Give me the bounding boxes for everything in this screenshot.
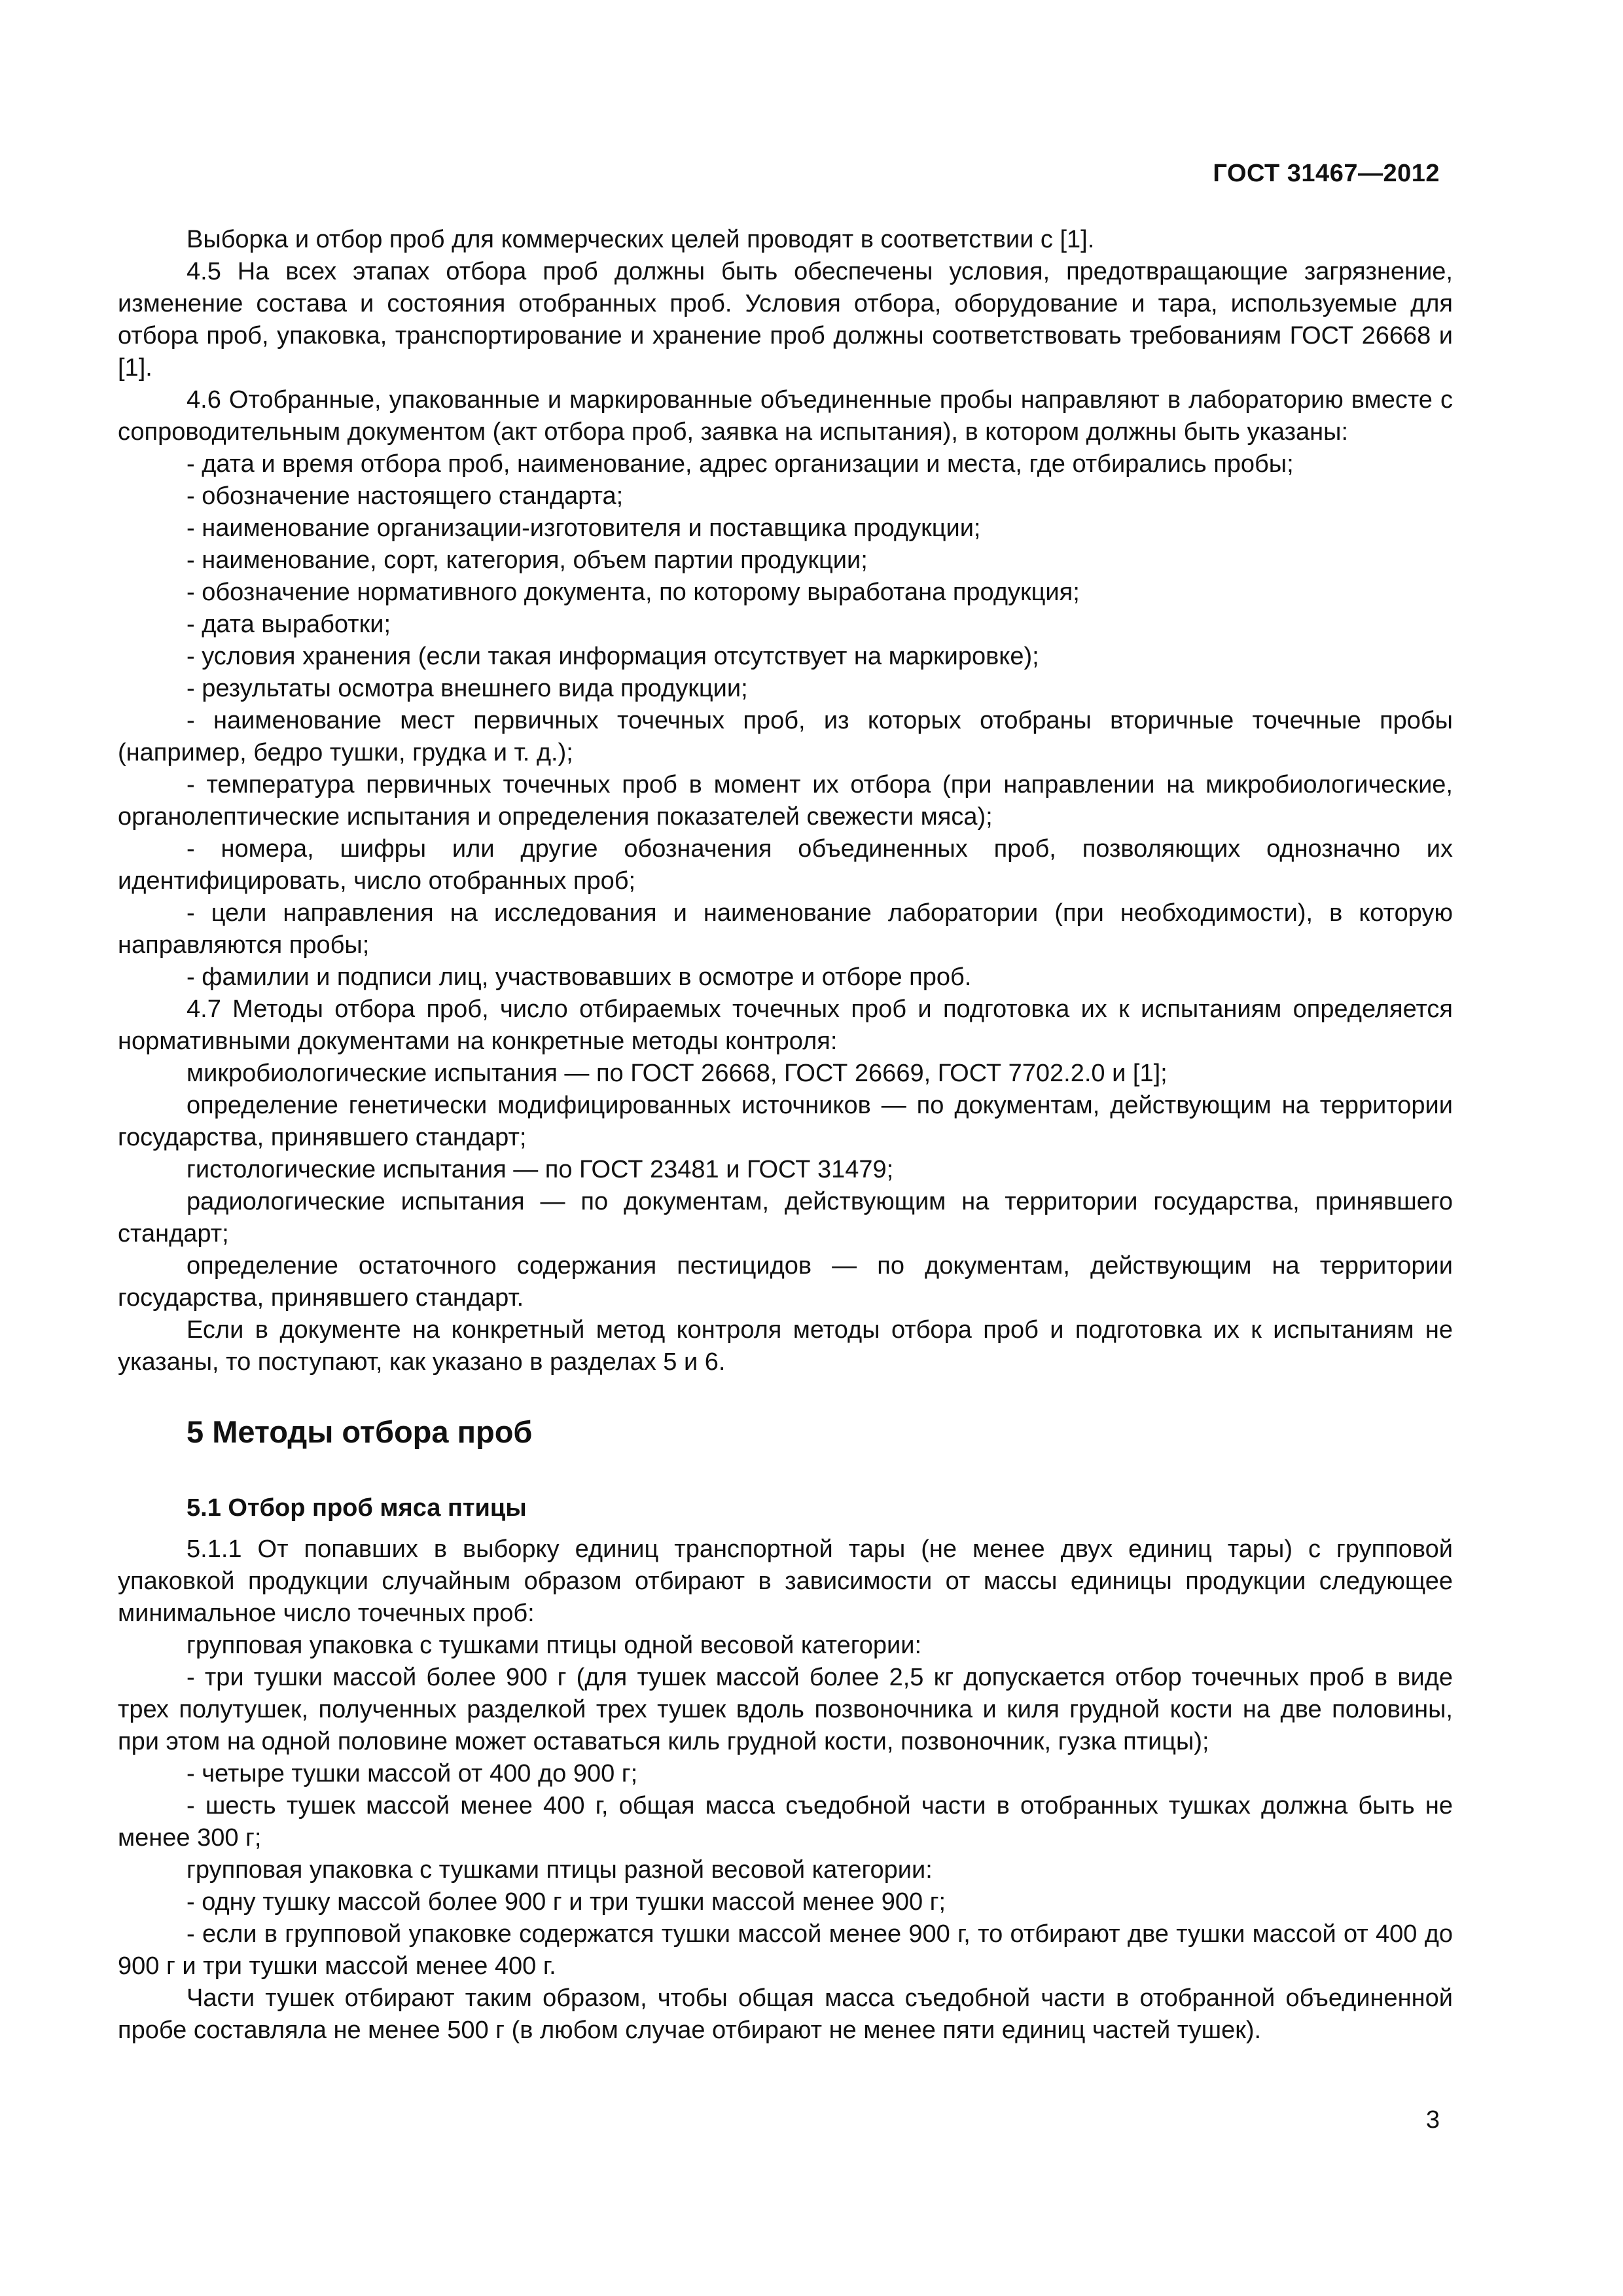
paragraph-sampling-commercial: Выборка и отбор проб для коммерческих целей проводят в соответствии с [1]. bbox=[187, 226, 1095, 253]
paragraph-4-6: 4.6 Отобранные, упакованные и маркированные объединенные пробы направляют в лабораторию вместе с сопроводительным документом (акт отбора проб, заявка на испытания), в котором должны быть указаны: bbox=[118, 386, 1453, 446]
group1-list bbox=[118, 1662, 1453, 1854]
list-item: микробиологические испытания — по ГОСТ 26668, ГОСТ 26669, ГОСТ 7702.2.0 и [1]; bbox=[187, 1060, 1168, 1087]
list-item: - обозначение нормативного документа, по которому выработана продукция; bbox=[187, 579, 1080, 606]
list-item: радиологические испытания — по документам, действующим на территории государства, принявшего стандарт; bbox=[118, 1188, 1453, 1247]
list-4-6 bbox=[118, 448, 1453, 994]
list-item: - четыре тушки массой от 400 до 900 г; bbox=[187, 1760, 638, 1787]
list-item: - цели направления на исследования и наименование лаборатории (при необходимости), в которую направляются пробы; bbox=[118, 899, 1453, 959]
list-item: - если в групповой упаковке содержатся тушки массой менее 900 г, то отбирают две тушки массой от 400 до 900 г и три тушки массой менее 400 г. bbox=[118, 1920, 1453, 1980]
section-5-1-heading: 5.1 Отбор проб мяса птицы bbox=[187, 1494, 527, 1522]
list-item: - наименование организации-изготовителя и поставщика продукции; bbox=[187, 514, 981, 542]
section-5-heading: 5 Методы отбора проб bbox=[187, 1414, 533, 1449]
list-item: - результаты осмотра внешнего вида продукции; bbox=[187, 675, 748, 702]
list-item: определение остаточного содержания пестицидов — по документам, действующим на территории государства, принявшего стандарт. bbox=[118, 1252, 1453, 1312]
list-item: определение генетически модифицированных источников — по документам, действующим на территории государства, принявшего стандарт; bbox=[118, 1092, 1453, 1151]
group2-title: групповая упаковка с тушками птицы разной весовой категории: bbox=[187, 1856, 933, 1884]
list-4-7 bbox=[118, 1058, 1453, 1314]
list-item: - три тушки массой более 900 г (для тушек массой более 2,5 кг допускается отбор точечных проб в виде трех полутушек, полученных разделкой трех тушек вдоль позвоночника и киля грудной кости на две половины, при этом на одной половине может оставаться киль грудной кости, позвоночник, гузка птицы); bbox=[118, 1664, 1453, 1755]
paragraph-carcass-parts: Части тушек отбирают таким образом, чтобы общая масса съедобной части в отобранной объединенной пробе составляла не менее 500 г (в любом случае отбирают не менее пяти единиц частей тушек). bbox=[118, 1984, 1453, 2044]
list-item: гистологические испытания — по ГОСТ 23481 и ГОСТ 31479; bbox=[187, 1156, 894, 1183]
paragraph-4-5: 4.5 На всех этапах отбора проб должны быть обеспечены условия, предотвращающие загрязнение, изменение состава и состояния отобранных проб. Условия отбора, оборудование и тара, используемые для отбора проб, упаковка, транспортирование и хранение проб должны соответствовать требованиям ГОСТ 26668 и [1]. bbox=[118, 258, 1453, 382]
list-item: - фамилии и подписи лиц, участвовавших в осмотре и отборе проб. bbox=[187, 963, 972, 991]
paragraph-4-7-end: Если в документе на конкретный метод контроля методы отбора проб и подготовка их к испытаниям не указаны, то поступают, как указано в разделах 5 и 6. bbox=[118, 1316, 1453, 1376]
group1-title: групповая упаковка с тушками птицы одной весовой категории: bbox=[187, 1632, 922, 1659]
group2-list bbox=[118, 1886, 1453, 1982]
document-header: ГОСТ 31467—2012 bbox=[1213, 160, 1440, 187]
list-item: - наименование, сорт, категория, объем партии продукции; bbox=[187, 547, 868, 574]
paragraph-5-1-1: 5.1.1 От попавших в выборку единиц транспортной тары (не менее двух единиц тары) с групповой упаковкой продукции случайным образом отбирают в зависимости от массы единицы продукции следующее минимальное число точечных проб: bbox=[118, 1535, 1453, 1627]
list-item: - условия хранения (если такая информация отсутствует на маркировке); bbox=[187, 643, 1039, 670]
list-item: - наименование мест первичных точечных проб, из которых отобраны вторичные точечные пробы (например, бедро тушки, грудка и т. д.); bbox=[118, 707, 1453, 766]
list-item: - номера, шифры или другие обозначения объединенных проб, позволяющих однозначно их идентифицировать, число отобранных проб; bbox=[118, 835, 1453, 895]
list-item: - одну тушку массой более 900 г и три тушки массой менее 900 г; bbox=[187, 1888, 946, 1916]
list-item: - шесть тушек массой менее 400 г, общая масса съедобной части в отобранных тушках должна быть не менее 300 г; bbox=[118, 1792, 1453, 1852]
list-item: - дата выработки; bbox=[187, 611, 391, 638]
document-body bbox=[118, 224, 1453, 2047]
list-item: - обозначение настоящего стандарта; bbox=[187, 482, 624, 510]
page-number: 3 bbox=[1425, 2106, 1440, 2134]
paragraph-4-7: 4.7 Методы отбора проб, число отбираемых точечных проб и подготовка их к испытаниям определяется нормативными документами на конкретные методы контроля: bbox=[118, 996, 1453, 1055]
list-item: - дата и время отбора проб, наименование, адрес организации и места, где отбирались пробы; bbox=[187, 450, 1294, 478]
list-item: - температура первичных точечных проб в момент их отбора (при направлении на микробиологические, органолептические испытания и определения показателей свежести мяса); bbox=[118, 771, 1453, 831]
